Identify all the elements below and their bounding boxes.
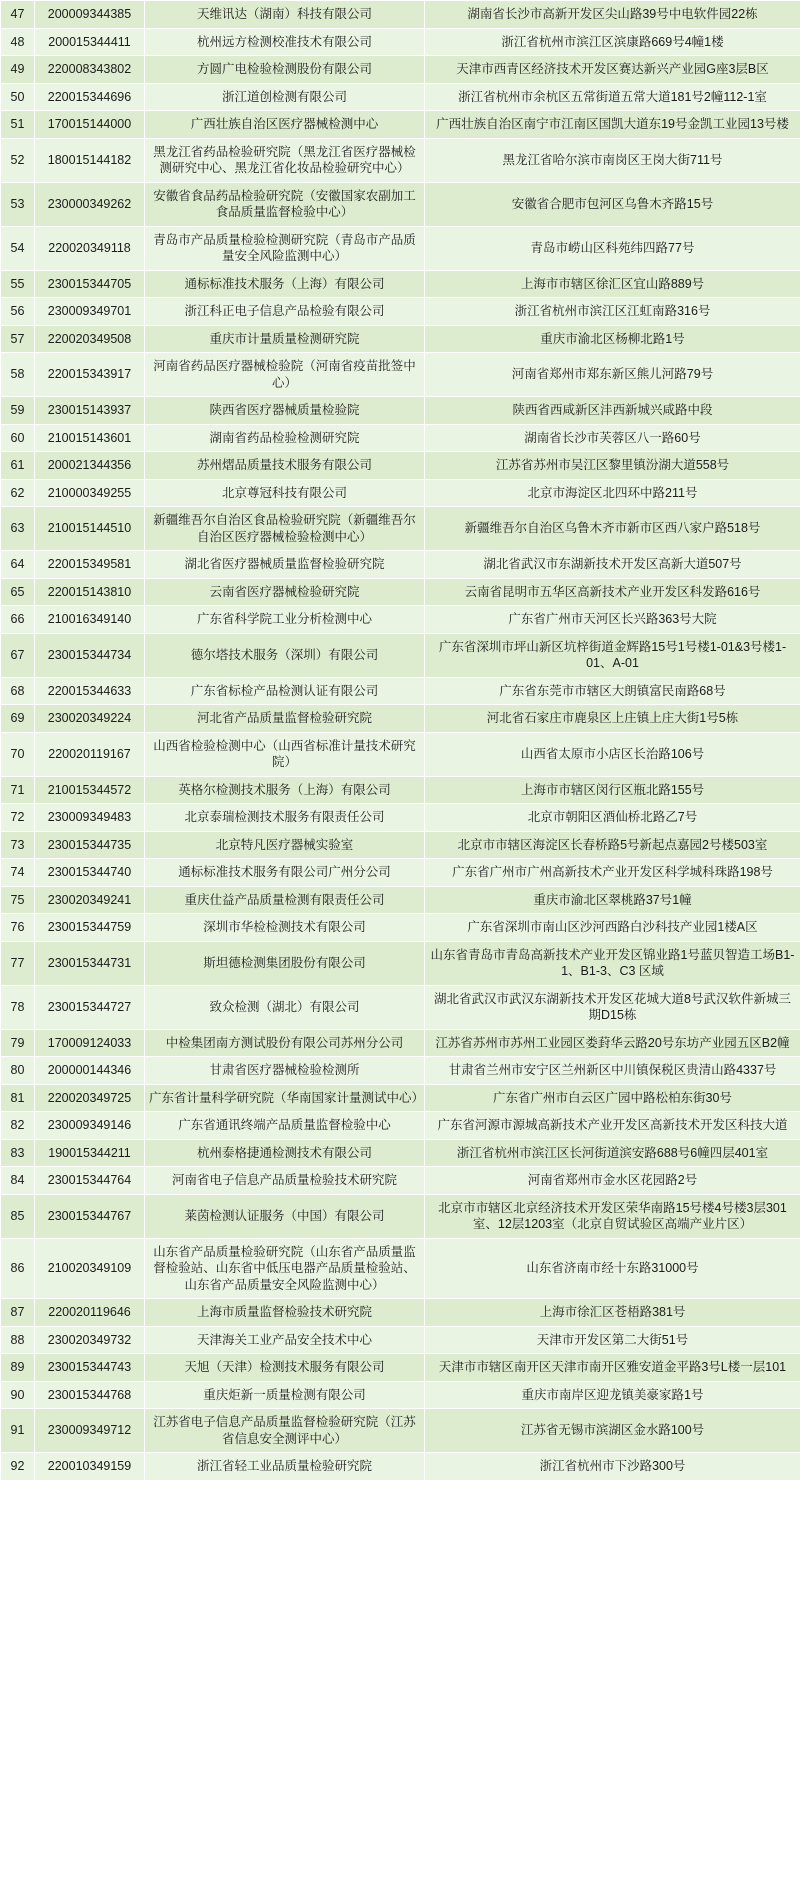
cell-index: 63 — [1, 507, 35, 551]
cell-institution-code: 200009344385 — [35, 1, 145, 29]
table-row — [1, 1029, 800, 1057]
cell-index: 48 — [1, 28, 35, 56]
cell-institution-code: 230015344740 — [35, 859, 145, 887]
cell-institution-code: 230015344731 — [35, 941, 145, 985]
cell-index: 82 — [1, 1112, 35, 1140]
table-row — [1, 182, 800, 226]
cell-index: 90 — [1, 1381, 35, 1409]
cell-institution-name: 黑龙江省药品检验研究院（黑龙江省医疗器械检测研究中心、黑龙江省化妆品检验研究中心） — [145, 138, 425, 182]
cell-institution-code: 230015143937 — [35, 397, 145, 425]
cell-index: 61 — [1, 452, 35, 480]
cell-institution-code: 220020349725 — [35, 1084, 145, 1112]
cell-institution-name: 通标标准技术服务（上海）有限公司 — [145, 270, 425, 298]
cell-index: 79 — [1, 1029, 35, 1057]
cell-institution-address: 北京市市辖区海淀区长春桥路5号新起点嘉园2号楼503室 — [425, 831, 800, 859]
table-row — [1, 859, 800, 887]
cell-institution-code: 220015343917 — [35, 353, 145, 397]
table-row — [1, 353, 800, 397]
table-row — [1, 397, 800, 425]
table-row — [1, 886, 800, 914]
cell-institution-code: 170009124033 — [35, 1029, 145, 1057]
cell-institution-address: 新疆维吾尔自治区乌鲁木齐市新市区西八家户路518号 — [425, 507, 800, 551]
cell-index: 84 — [1, 1167, 35, 1195]
table-row — [1, 1139, 800, 1167]
cell-institution-name: 广东省标检产品检测认证有限公司 — [145, 677, 425, 705]
cell-institution-code: 230009349483 — [35, 804, 145, 832]
cell-institution-name: 河南省药品医疗器械检验院（河南省疫苗批签中心） — [145, 353, 425, 397]
cell-index: 57 — [1, 325, 35, 353]
cell-institution-code: 230020349241 — [35, 886, 145, 914]
cell-institution-code: 210015143601 — [35, 424, 145, 452]
cell-institution-address: 广东省东莞市市辖区大朗镇富民南路68号 — [425, 677, 800, 705]
cell-index: 70 — [1, 732, 35, 776]
cell-index: 54 — [1, 226, 35, 270]
cell-institution-address: 青岛市崂山区科苑纬四路77号 — [425, 226, 800, 270]
cell-institution-name: 天旭（天津）检测技术服务有限公司 — [145, 1354, 425, 1382]
cell-index: 86 — [1, 1238, 35, 1299]
cell-institution-address: 安徽省合肥市包河区乌鲁木齐路15号 — [425, 182, 800, 226]
cell-index: 87 — [1, 1299, 35, 1327]
table-row — [1, 83, 800, 111]
cell-institution-name: 新疆维吾尔自治区食品检验研究院（新疆维吾尔自治区医疗器械检验检测中心） — [145, 507, 425, 551]
cell-index: 59 — [1, 397, 35, 425]
table-row — [1, 633, 800, 677]
cell-institution-address: 河北省石家庄市鹿泉区上庄镇上庄大街1号5栋 — [425, 705, 800, 733]
cell-index: 65 — [1, 578, 35, 606]
table-row — [1, 56, 800, 84]
cell-institution-name: 深圳市华检检测技术有限公司 — [145, 914, 425, 942]
cell-institution-name: 天津海关工业产品安全技术中心 — [145, 1326, 425, 1354]
cell-institution-name: 陕西省医疗器械质量检验院 — [145, 397, 425, 425]
cell-institution-name: 通标标准技术服务有限公司广州分公司 — [145, 859, 425, 887]
cell-institution-address: 上海市市辖区徐汇区宜山路889号 — [425, 270, 800, 298]
cell-institution-code: 230000349262 — [35, 182, 145, 226]
cell-institution-code: 230020349224 — [35, 705, 145, 733]
table-row — [1, 578, 800, 606]
table-row — [1, 1, 800, 29]
table-row — [1, 298, 800, 326]
table-row — [1, 111, 800, 139]
table-row — [1, 705, 800, 733]
cell-institution-address: 湖北省武汉市武汉东湖新技术开发区花城大道8号武汉软件新城三期D15栋 — [425, 985, 800, 1029]
cell-institution-code: 230015344743 — [35, 1354, 145, 1382]
table-row — [1, 28, 800, 56]
cell-institution-code: 200021344356 — [35, 452, 145, 480]
cell-institution-address: 甘肃省兰州市安宁区兰州新区中川镇保税区贵清山路4337号 — [425, 1057, 800, 1085]
cell-institution-name: 致众检测（湖北）有限公司 — [145, 985, 425, 1029]
table-row — [1, 1354, 800, 1382]
cell-institution-address: 浙江省杭州市滨江区江虹南路316号 — [425, 298, 800, 326]
cell-institution-name: 重庆市计量质量检测研究院 — [145, 325, 425, 353]
cell-institution-address: 黑龙江省哈尔滨市南岗区王岗大街711号 — [425, 138, 800, 182]
cell-institution-name: 广东省通讯终端产品质量监督检验中心 — [145, 1112, 425, 1140]
table-row — [1, 606, 800, 634]
cell-institution-name: 重庆炬新一质量检测有限公司 — [145, 1381, 425, 1409]
table-row — [1, 804, 800, 832]
cell-index: 81 — [1, 1084, 35, 1112]
cell-institution-name: 广东省科学院工业分析检测中心 — [145, 606, 425, 634]
table-row — [1, 452, 800, 480]
cell-institution-address: 浙江省杭州市滨江区长河街道滨安路688号6幢四层401室 — [425, 1139, 800, 1167]
cell-institution-address: 北京市朝阳区酒仙桥北路乙7号 — [425, 804, 800, 832]
table-body — [1, 1, 800, 1481]
cell-institution-address: 湖南省长沙市芙蓉区八一路60号 — [425, 424, 800, 452]
cell-institution-code: 220015349581 — [35, 551, 145, 579]
cell-institution-name: 斯坦德检测集团股份有限公司 — [145, 941, 425, 985]
cell-institution-name: 安徽省食品药品检验研究院（安徽国家农副加工食品质量监督检验中心） — [145, 182, 425, 226]
cell-institution-code: 230020349732 — [35, 1326, 145, 1354]
cell-institution-code: 230015344727 — [35, 985, 145, 1029]
table-row — [1, 551, 800, 579]
cell-institution-address: 广东省河源市源城高新技术产业开发区高新技术开发区科技大道 — [425, 1112, 800, 1140]
table-row — [1, 1453, 800, 1481]
cell-institution-address: 湖北省武汉市东湖新技术开发区高新大道507号 — [425, 551, 800, 579]
cell-institution-code: 230015344759 — [35, 914, 145, 942]
cell-institution-name: 重庆仕益产品质量检测有限责任公司 — [145, 886, 425, 914]
cell-index: 74 — [1, 859, 35, 887]
cell-institution-address: 江苏省苏州市苏州工业园区娄葑华云路20号东坊产业园五区B2幢 — [425, 1029, 800, 1057]
cell-institution-address: 天津市市辖区南开区天津市南开区雅安道金平路3号L楼一层101 — [425, 1354, 800, 1382]
cell-index: 76 — [1, 914, 35, 942]
table-row — [1, 1381, 800, 1409]
cell-institution-name: 浙江科正电子信息产品检验有限公司 — [145, 298, 425, 326]
cell-institution-address: 浙江省杭州市余杭区五常街道五常大道181号2幢112-1室 — [425, 83, 800, 111]
cell-institution-name: 天维讯达（湖南）科技有限公司 — [145, 1, 425, 29]
cell-institution-address: 广东省深圳市南山区沙河西路白沙科技产业园1楼A区 — [425, 914, 800, 942]
table-row — [1, 732, 800, 776]
cell-institution-name: 方圆广电检验检测股份有限公司 — [145, 56, 425, 84]
cell-index: 51 — [1, 111, 35, 139]
cell-institution-address: 山西省太原市小店区长治路106号 — [425, 732, 800, 776]
cell-institution-code: 170015144000 — [35, 111, 145, 139]
cell-index: 78 — [1, 985, 35, 1029]
cell-institution-code: 210015144510 — [35, 507, 145, 551]
cell-index: 89 — [1, 1354, 35, 1382]
cell-institution-code: 230009349712 — [35, 1409, 145, 1453]
cell-institution-address: 河南省郑州市郑东新区熊儿河路79号 — [425, 353, 800, 397]
cell-institution-name: 广西壮族自治区医疗器械检测中心 — [145, 111, 425, 139]
cell-institution-name: 英格尔检测技术服务（上海）有限公司 — [145, 776, 425, 804]
cell-institution-address: 上海市徐汇区苍梧路381号 — [425, 1299, 800, 1327]
cell-institution-code: 230015344705 — [35, 270, 145, 298]
cell-institution-code: 220015344696 — [35, 83, 145, 111]
cell-index: 83 — [1, 1139, 35, 1167]
cell-index: 66 — [1, 606, 35, 634]
cell-institution-address: 天津市开发区第二大街51号 — [425, 1326, 800, 1354]
cell-institution-name: 杭州泰格捷通检测技术有限公司 — [145, 1139, 425, 1167]
cell-institution-code: 180015144182 — [35, 138, 145, 182]
cell-index: 58 — [1, 353, 35, 397]
cell-institution-address: 山东省济南市经十东路31000号 — [425, 1238, 800, 1299]
cell-institution-address: 重庆市渝北区杨柳北路1号 — [425, 325, 800, 353]
cell-index: 47 — [1, 1, 35, 29]
table-row — [1, 226, 800, 270]
table-row — [1, 325, 800, 353]
cell-institution-code: 220020349118 — [35, 226, 145, 270]
cell-institution-code: 220020119167 — [35, 732, 145, 776]
cell-institution-code: 230015344764 — [35, 1167, 145, 1195]
cell-institution-address: 湖南省长沙市高新开发区尖山路39号中电软件园22栋 — [425, 1, 800, 29]
cell-institution-name: 苏州熠品质量技术服务有限公司 — [145, 452, 425, 480]
cell-index: 62 — [1, 479, 35, 507]
table-row — [1, 1167, 800, 1195]
table-row — [1, 479, 800, 507]
cell-index: 52 — [1, 138, 35, 182]
cell-institution-address: 广东省广州市广州高新技术产业开发区科学城科珠路198号 — [425, 859, 800, 887]
cell-index: 80 — [1, 1057, 35, 1085]
cell-institution-name: 浙江道创检测有限公司 — [145, 83, 425, 111]
cell-institution-name: 山西省检验检测中心（山西省标准计量技术研究院） — [145, 732, 425, 776]
cell-institution-name: 河北省产品质量监督检验研究院 — [145, 705, 425, 733]
cell-institution-name: 德尔塔技术服务（深圳）有限公司 — [145, 633, 425, 677]
cell-institution-name: 北京泰瑞检测技术服务有限责任公司 — [145, 804, 425, 832]
cell-institution-name: 上海市质量监督检验技术研究院 — [145, 1299, 425, 1327]
cell-index: 73 — [1, 831, 35, 859]
cell-institution-name: 北京尊冠科技有限公司 — [145, 479, 425, 507]
cell-institution-address: 广西壮族自治区南宁市江南区国凯大道东19号金凯工业园13号楼 — [425, 111, 800, 139]
cell-index: 55 — [1, 270, 35, 298]
cell-index: 50 — [1, 83, 35, 111]
cell-institution-code: 210015344572 — [35, 776, 145, 804]
table-row — [1, 1326, 800, 1354]
cell-index: 49 — [1, 56, 35, 84]
cell-index: 75 — [1, 886, 35, 914]
cell-institution-code: 230015344768 — [35, 1381, 145, 1409]
table-row — [1, 1238, 800, 1299]
cell-institution-name: 湖南省药品检验检测研究院 — [145, 424, 425, 452]
table-row — [1, 1299, 800, 1327]
table-row — [1, 985, 800, 1029]
cell-institution-name: 湖北省医疗器械质量监督检验研究院 — [145, 551, 425, 579]
cell-institution-name: 广东省计量科学研究院（华南国家计量测试中心） — [145, 1084, 425, 1112]
cell-institution-name: 青岛市产品质量检验检测研究院（青岛市产品质量安全风险监测中心） — [145, 226, 425, 270]
cell-institution-address: 浙江省杭州市滨江区滨康路669号4幢1楼 — [425, 28, 800, 56]
cell-institution-address: 重庆市渝北区翠桃路37号1幢 — [425, 886, 800, 914]
cell-institution-code: 220015344633 — [35, 677, 145, 705]
cell-institution-address: 江苏省苏州市吴江区黎里镇汾湖大道558号 — [425, 452, 800, 480]
cell-index: 88 — [1, 1326, 35, 1354]
cell-institution-address: 山东省青岛市青岛高新技术产业开发区锦业路1号蓝贝智造工场B1-1、B1-3、C3 区域 — [425, 941, 800, 985]
table-row — [1, 677, 800, 705]
table-row — [1, 1084, 800, 1112]
table-row — [1, 1057, 800, 1085]
cell-institution-code: 210016349140 — [35, 606, 145, 634]
cell-institution-name: 山东省产品质量检验研究院（山东省产品质量监督检验站、山东省中低压电器产品质量检验站、山东省产品质量安全风险监测中心） — [145, 1238, 425, 1299]
cell-institution-name: 北京特凡医疗器械实验室 — [145, 831, 425, 859]
cell-institution-address: 河南省郑州市金水区花园路2号 — [425, 1167, 800, 1195]
cell-institution-code: 230015344734 — [35, 633, 145, 677]
cell-index: 69 — [1, 705, 35, 733]
cell-institution-address: 上海市市辖区闵行区瓶北路155号 — [425, 776, 800, 804]
cell-index: 60 — [1, 424, 35, 452]
cell-institution-name: 云南省医疗器械检验研究院 — [145, 578, 425, 606]
cell-institution-code: 230015344767 — [35, 1194, 145, 1238]
table-row — [1, 941, 800, 985]
cell-index: 72 — [1, 804, 35, 832]
cell-institution-code: 220020119646 — [35, 1299, 145, 1327]
cell-institution-address: 北京市市辖区北京经济技术开发区荣华南路15号楼4号楼3层301室、12层1203室（北京自贸试验区高端产业片区） — [425, 1194, 800, 1238]
cell-institution-code: 220020349508 — [35, 325, 145, 353]
cell-institution-name: 浙江省轻工业品质量检验研究院 — [145, 1453, 425, 1481]
cell-institution-code: 230015344735 — [35, 831, 145, 859]
cell-index: 68 — [1, 677, 35, 705]
cell-institution-code: 210000349255 — [35, 479, 145, 507]
table-row — [1, 914, 800, 942]
table-row — [1, 1194, 800, 1238]
cell-institution-name: 甘肃省医疗器械检验检测所 — [145, 1057, 425, 1085]
cell-institution-address: 广东省广州市白云区广园中路松柏东街30号 — [425, 1084, 800, 1112]
cell-institution-address: 江苏省无锡市滨湖区金水路100号 — [425, 1409, 800, 1453]
cell-institution-address: 云南省昆明市五华区高新技术产业开发区科发路616号 — [425, 578, 800, 606]
cell-index: 85 — [1, 1194, 35, 1238]
cell-institution-code: 210020349109 — [35, 1238, 145, 1299]
cell-institution-name: 河南省电子信息产品质量检验技术研究院 — [145, 1167, 425, 1195]
cell-institution-address: 北京市海淀区北四环中路211号 — [425, 479, 800, 507]
cell-institution-code: 230009349701 — [35, 298, 145, 326]
cell-institution-address: 浙江省杭州市下沙路300号 — [425, 1453, 800, 1481]
cell-institution-address: 天津市西青区经济技术开发区赛达新兴产业园G座3层B区 — [425, 56, 800, 84]
cell-index: 77 — [1, 941, 35, 985]
cell-institution-code: 190015344211 — [35, 1139, 145, 1167]
cell-institution-address: 广东省广州市天河区长兴路363号大院 — [425, 606, 800, 634]
cell-index: 56 — [1, 298, 35, 326]
cell-institution-name: 中检集团南方测试股份有限公司苏州分公司 — [145, 1029, 425, 1057]
cell-index: 92 — [1, 1453, 35, 1481]
table-row — [1, 831, 800, 859]
cell-institution-code: 200000144346 — [35, 1057, 145, 1085]
table-row — [1, 1409, 800, 1453]
cell-institution-code: 220015143810 — [35, 578, 145, 606]
cell-index: 71 — [1, 776, 35, 804]
cell-index: 53 — [1, 182, 35, 226]
cell-institution-name: 杭州远方检测校准技术有限公司 — [145, 28, 425, 56]
cell-index: 64 — [1, 551, 35, 579]
cell-institution-address: 陕西省西咸新区沣西新城兴咸路中段 — [425, 397, 800, 425]
cell-index: 67 — [1, 633, 35, 677]
cell-institution-address: 重庆市南岸区迎龙镇美豪家路1号 — [425, 1381, 800, 1409]
table-row — [1, 138, 800, 182]
cell-institution-code: 200015344411 — [35, 28, 145, 56]
table-row — [1, 270, 800, 298]
cell-institution-code: 230009349146 — [35, 1112, 145, 1140]
cell-institution-code: 220010349159 — [35, 1453, 145, 1481]
cell-institution-name: 莱茵检测认证服务（中国）有限公司 — [145, 1194, 425, 1238]
cell-institution-name: 江苏省电子信息产品质量监督检验研究院（江苏省信息安全测评中心） — [145, 1409, 425, 1453]
table-row — [1, 424, 800, 452]
table-row — [1, 1112, 800, 1140]
table-row — [1, 776, 800, 804]
cell-institution-code: 220008343802 — [35, 56, 145, 84]
table-row — [1, 507, 800, 551]
cell-index: 91 — [1, 1409, 35, 1453]
cell-institution-address: 广东省深圳市坪山新区坑梓街道金辉路15号1号楼1-01&3号楼1-01、A-01 — [425, 633, 800, 677]
